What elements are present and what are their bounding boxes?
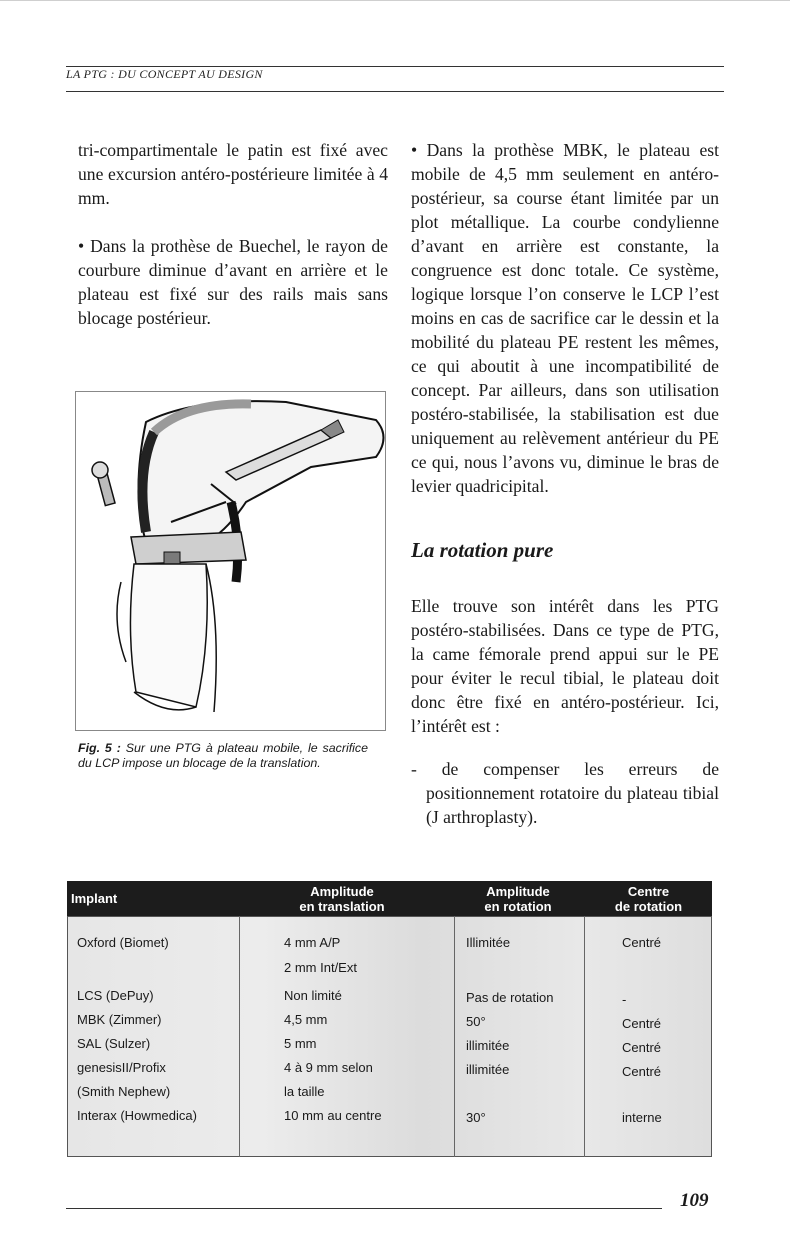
column-divider [239,916,240,1157]
section-title: La rotation pure [411,538,554,562]
knee-prosthesis-drawing [76,392,385,730]
figure-caption-text: Sur une PTG à plateau mobile, le sacrifice du LCP impose un blocage de la translation. [78,741,368,770]
running-title: LA PTG : DU CONCEPT AU DESIGN [66,67,263,81]
translation-cell: 5 mm [284,1036,317,1051]
header-centre-line-1: Centre [627,883,670,899]
centre-cell: interne [622,1110,662,1125]
rotation-cell: illimitée [466,1038,510,1053]
implant-cell: (Smith Nephew) [77,1084,171,1099]
left-paragraph-2: • Dans la prothèse de Buechel, le rayon de courbure diminue d’avant en arrière et le plateau est fixé sur des rails mais sans blocage postérieur. [78,236,388,328]
rotation-cell: 50° [466,1014,486,1029]
page-number: 109 [680,1190,709,1211]
implant-cell: Oxford (Biomet) [77,935,169,950]
footer-rule [66,1208,662,1209]
centre-cell: - [622,992,627,1007]
implant-cell: SAL (Sulzer) [77,1036,151,1051]
implant-cell: Interax (Howmedica) [77,1108,197,1123]
translation-cell: 2 mm Int/Ext [284,960,357,975]
translation-cell: 10 mm au centre [284,1108,382,1123]
header-translation-line-2: en translation [299,898,385,914]
centre-cell: Centré [622,935,662,950]
left-paragraph-1: tri-compartimentale le patin est fixé avec une excursion antéro-postérieure limitée à 4 mm. [78,140,388,208]
right-paragraph-1: • Dans la prothèse MBK, le plateau est mobile de 4,5 mm seulement en antéro-postérieur, sa course étant limitée par un plot métallique. La courbe condylienne d’avant en arrière est constante, la congruence est donc totale. Ce système, logique lorsque l’on conserve le LCP l’est moins en cas de sacrifice car le dessin et la mobilité du plateau PE restent les mêmes, ce qui aboutit à une incompatibilité de concept. Par ailleurs, dans son utilisation postéro-stabilisée, la stabilisation est due uniquement au relèvement antérieur du PE ce qui, nous l’avons vu, diminue le bras de levier quadricipital. [411,140,719,496]
centre-cell: Centré [622,1064,662,1079]
implant-cell: MBK (Zimmer) [77,1012,162,1027]
centre-cell: Centré [622,1016,662,1031]
column-divider [454,916,455,1157]
header-centre [585,881,712,916]
column-divider [584,916,585,1157]
right-paragraph-2: Elle trouve son intérêt dans les PTG postéro-stabilisées. Dans ce type de PTG, la came fémorale prend appui sur le PE pour éviter le recul tibial, le plateau doit donc être fixé en antéro-postérieur. Ici, l’intérêt est : [411,596,719,736]
figure-caption-label: Fig. 5 : [78,741,121,755]
header-rotation [453,881,583,916]
header-centre-line-2: de rotation [614,898,683,914]
header-rule-bottom [66,91,724,92]
translation-cell: Non limité [284,988,342,1003]
header-rotation-line-1: Amplitude [486,883,550,899]
implant-cell: genesisII/Profix [77,1060,166,1075]
rotation-cell: 30° [466,1110,486,1125]
dash-list-item: - de compenser les erreurs de positionnement rotatoire du plateau tibial (J arthroplasty). [411,759,719,827]
left-column [78,138,388,330]
header-translation [232,881,452,916]
figure-5-illustration [75,391,386,731]
implant-comparison-table [67,881,712,1157]
header-implant: Implant [71,891,118,906]
implant-cell: LCS (DePuy) [77,988,154,1003]
translation-cell: 4,5 mm [284,1012,328,1027]
translation-cell: la taille [284,1084,325,1099]
header-rotation-line-2: en rotation [484,898,552,914]
header-translation-line-1: Amplitude [310,883,374,899]
figure-caption [78,741,368,771]
translation-cell: 4 à 9 mm selon [284,1060,373,1075]
centre-cell: Centré [622,1040,662,1055]
right-column [411,138,719,829]
table-header-row [67,881,712,916]
rotation-cell: illimitée [466,1062,510,1077]
rotation-cell: Illimitée [466,935,511,950]
top-edge-line [0,0,790,1]
rotation-cell: Pas de rotation [466,990,554,1005]
translation-cell: 4 mm A/P [284,935,341,950]
